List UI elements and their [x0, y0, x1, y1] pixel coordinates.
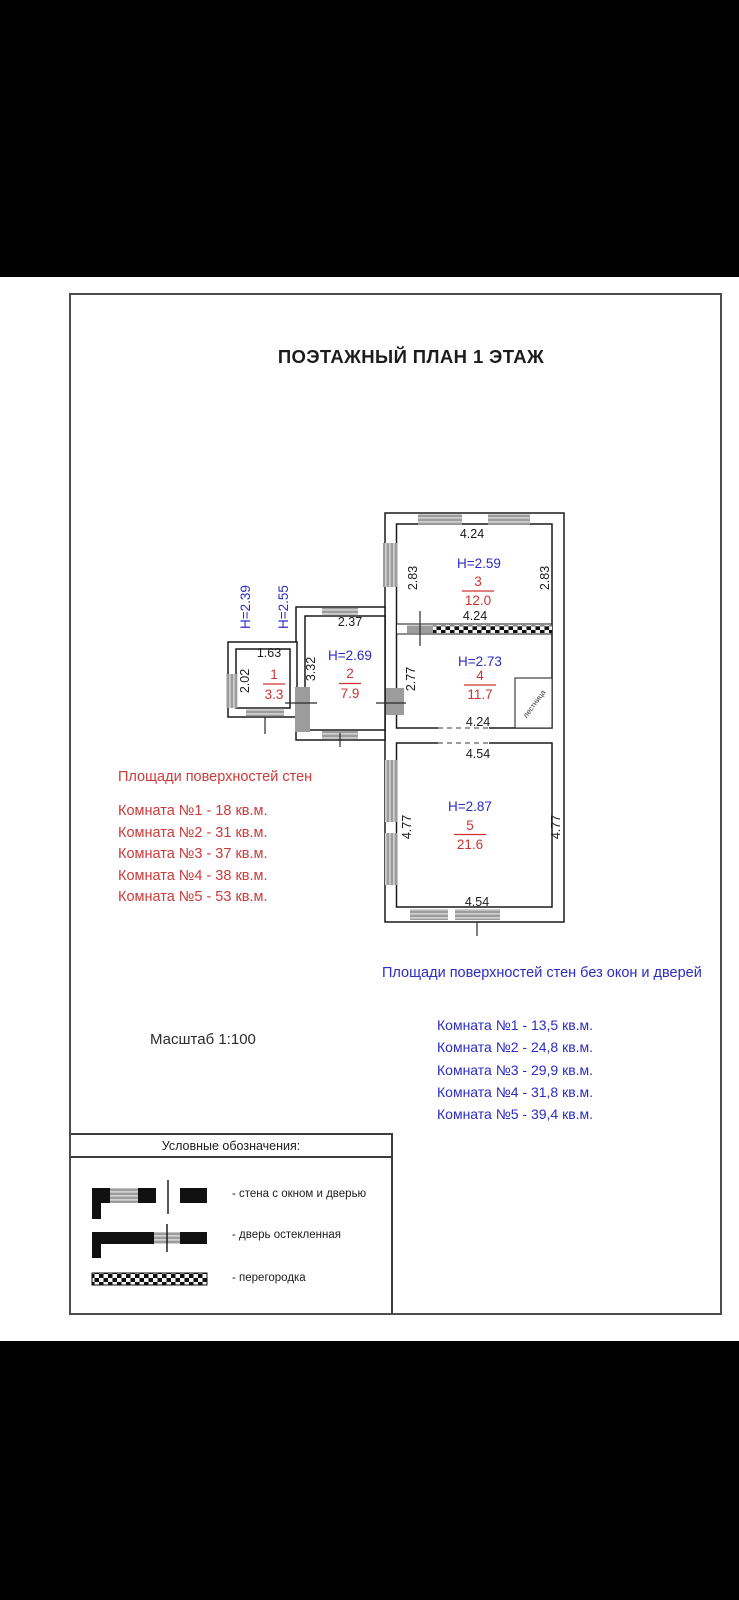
door-pier-room1-room2 — [295, 687, 310, 732]
height-label-room5: Н=2.87 — [448, 799, 492, 814]
scale-label: Масштаб 1:100 — [150, 1031, 256, 1048]
dim-room1-left: 2.02 — [238, 668, 252, 694]
height-label-room3: Н=2.59 — [457, 556, 501, 571]
net-wall-area-item: Комната №5 - 39,4 кв.м. — [437, 1106, 594, 1123]
wall-area-item: Комната №2 - 31 кв.м. — [118, 824, 268, 841]
window — [246, 709, 284, 717]
dim-room3-right: 2.83 — [538, 565, 552, 591]
page-title: ПОЭТАЖНЫЙ ПЛАН 1 ЭТАЖ — [277, 346, 545, 367]
floor-plan-page — [69, 293, 722, 1315]
room1-area: 3.3 — [264, 687, 284, 702]
room2-number: 2 — [346, 666, 354, 681]
letterbox-top — [0, 0, 739, 277]
legend-symbol-glazed-door — [85, 1217, 215, 1267]
dim-room5-left: 4.77 — [400, 814, 414, 840]
room3-area: 12.0 — [464, 593, 492, 608]
dim-room4-bottom: 4.24 — [465, 715, 491, 729]
dim-room3-left: 2.83 — [406, 565, 420, 591]
wall-area-item: Комната №5 - 53 кв.м. — [118, 889, 268, 906]
room2-area: 7.9 — [340, 686, 360, 701]
partition-checker — [433, 626, 552, 634]
window — [488, 515, 530, 525]
dim-room4-left: 2.77 — [404, 666, 418, 692]
net-wall-area-item: Комната №3 - 29,9 кв.м. — [437, 1061, 594, 1078]
dim-room5-right: 4.77 — [549, 814, 563, 840]
dim-room3-top: 4.24 — [459, 527, 485, 541]
room1-number: 1 — [270, 667, 278, 682]
net-wall-area-item: Комната №2 - 24,8 кв.м. — [437, 1039, 594, 1056]
legend-box — [71, 1133, 393, 1313]
room3-number: 3 — [474, 574, 482, 589]
partition-bar — [92, 1273, 207, 1285]
room5-interior — [397, 743, 553, 907]
legend-symbol-partition — [85, 1267, 215, 1293]
window — [227, 674, 238, 708]
window — [455, 909, 500, 920]
room4-area: 11.7 — [467, 687, 493, 702]
dim-room2-left: 3.32 — [304, 656, 318, 682]
dim-room5-bottom: 4.54 — [464, 895, 490, 909]
room5-area: 21.6 — [456, 837, 484, 852]
dim-room2-top: 2.37 — [337, 615, 363, 629]
height-label-room4: Н=2.73 — [458, 654, 502, 669]
window — [410, 909, 448, 920]
height-label-h255: Н=2.55 — [276, 585, 291, 629]
height-label-h239: Н=2.39 — [238, 585, 253, 629]
dim-room3-bottom: 4.24 — [462, 609, 488, 623]
dim-room5-top: 4.54 — [465, 747, 491, 761]
dim-room1-top: 1.63 — [256, 646, 282, 660]
net-wall-area-item: Комната №1 - 13,5 кв.м. — [437, 1017, 594, 1033]
wall-area-item: Комната №3 - 37 кв.м. — [118, 846, 268, 863]
net-wall-areas-block — [437, 1014, 593, 1125]
window — [418, 515, 462, 525]
staircase-label: лестница — [521, 688, 548, 720]
legend-label-partition: - перегородка — [232, 1272, 306, 1284]
wall-bar — [92, 1188, 207, 1203]
wall-area-item: Комната №4 - 38 кв.м. — [118, 867, 268, 884]
net-wall-area-item: Комната №4 - 31,8 кв.м. — [437, 1083, 594, 1100]
window — [385, 833, 397, 885]
window — [385, 760, 397, 822]
wall-stub — [92, 1244, 101, 1258]
door-pier-room2-room4 — [386, 688, 404, 715]
letterbox-bottom — [0, 1341, 739, 1600]
wall-bar — [92, 1232, 207, 1244]
room4-number: 4 — [476, 668, 484, 683]
window — [383, 543, 398, 587]
legend-label-wall-window-door: - стена с окном и дверью — [232, 1188, 367, 1200]
legend-title: Условные обозначения: — [71, 1135, 391, 1158]
window-segment — [110, 1188, 138, 1203]
legend-label-glazed-door: - дверь остекленная — [232, 1229, 341, 1241]
wall-areas-block — [118, 769, 312, 909]
net-wall-areas-title: Площади поверхностей стен без окон и дверей — [382, 965, 702, 981]
wall-areas-title: Площади поверхностей стен — [118, 769, 313, 785]
height-label-room2: Н=2.69 — [328, 648, 372, 663]
room5-number: 5 — [466, 818, 474, 833]
staircase — [515, 678, 552, 728]
wall-area-item: Комната №1 - 18 кв.м. — [118, 803, 268, 819]
